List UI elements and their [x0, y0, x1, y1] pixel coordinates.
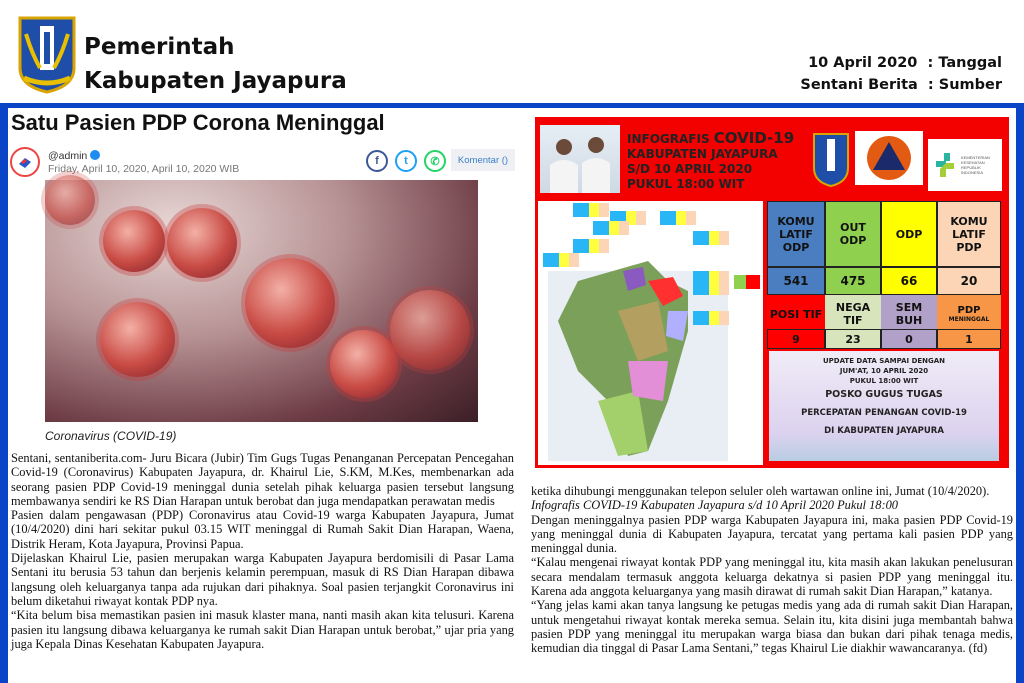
stat-komulatif-pdp-label: KOMU LATIF PDP	[937, 201, 1001, 267]
article-body-left	[11, 451, 514, 651]
whatsapp-share-icon[interactable]: ✆	[424, 150, 446, 172]
site-logo-icon	[17, 154, 33, 170]
virus-particle	[45, 175, 95, 225]
stat-negatif-label: NEGA TIF	[825, 295, 881, 333]
organization-name: Pemerintah Kabupaten Jayapura	[84, 34, 347, 94]
facebook-share-icon[interactable]: f	[366, 150, 388, 172]
stat-pdp-meninggal-value: 1	[937, 329, 1001, 349]
virus-particle	[245, 258, 335, 348]
stat-pdp-meninggal-label: PDP MENINGGAL	[937, 295, 1001, 333]
infographic-caption: Infografis COVID-19 Kabupaten Jayapura s/d 10 April 2020 Pukul 18:00	[531, 498, 898, 513]
stat-odp-label: ODP	[881, 201, 937, 267]
stat-positif-label: POSI TIF	[767, 295, 825, 333]
stat-komulatif-odp-value: 541	[767, 267, 825, 295]
stat-sembuh-value: 0	[881, 329, 937, 349]
verified-icon	[90, 150, 100, 160]
article-image	[45, 180, 478, 422]
author-name[interactable]: @admin	[48, 150, 100, 162]
paragraph: Dijelaskan Khairul Lie, pasien merupakan warga Kabupaten Jayapura berdomisili di Pasar Lama Sentani itu berusia 53 tahun dan berjenis kelamin perempuan, masuk di RS Dian Harapan dibawa langsung oleh keluarganya tanpa ada rujukan dari pihaknya. Soal pasien terjangkit Coronavirus ini belum diketahui riwayat kontak PDP nya.	[11, 551, 514, 608]
paragraph: “Kalau mengenai riwayat kontak PDP yang meninggal itu, kita masih akan lakukan penelusuran secara mendalam termasuk anggota keluarga dekatnya si pasien PDP yang meninggal itu. Karena ada anggota keluarganya yang masih dirawat di rumah sakit Dian Harapan,” katanya.	[531, 555, 1013, 599]
publish-date: Friday, April 10, 2020, April 10, 2020 WIB	[48, 163, 240, 175]
paragraph: “Yang jelas kami akan tanya langsung ke petugas medis yang ada di rumah sakit Dian Harapan, untuk mengetahui riwayat kontak mereka semua. Selain itu, kita disini juga membantah bahwa pasien PDP yang meninggal itu merupakan warga biasa dan bukan dari pihak tenaga medis, kemudian dia tinggal di Pasar Lama Sentani,” tegas Khairul Lie diakhir wawancaranya. (fd)	[531, 598, 1013, 656]
bpbd-logo-icon	[855, 131, 923, 185]
paragraph: Dengan meninggalnya pasien PDP warga Kabupaten Jayapura ini, maka pasien PDP Covid-19 yang meninggal dunia di Kabupaten Jayapura, tercatat yang pertama kali pasien PDP yang meninggal dunia.	[531, 512, 1013, 556]
article-body-right	[531, 484, 1013, 656]
article-title: Satu Pasien PDP Corona Meninggal	[11, 110, 385, 135]
twitter-share-icon[interactable]: t	[395, 150, 417, 172]
stat-out-odp-value: 475	[825, 267, 881, 295]
comment-button[interactable]: Komentar ()	[451, 149, 515, 171]
covid-infographic	[535, 117, 1009, 468]
officials-photo	[540, 125, 620, 193]
regional-map	[538, 201, 763, 465]
virus-particle	[103, 210, 165, 272]
paragraph: Sentani, sentaniberita.com- Juru Bicara (Jubir) Tim Gugs Tugas Penanganan Percepatan Pencegahan Covid-19 (Coronavirus) Kabupaten Jayapura, dr. Khairul Lie, S.KM, M.Kes, membenarkan ada seorang pasien PDP Covid-19 meninggal dunia setelah pihak keluarga pasien tersebut langsung membawanya sendiri ke RS Dian Harapan untuk berobat dan juga mendapatkan perawatan medis	[11, 451, 514, 508]
paragraph: Pasien dalam pengawasan (PDP) Coronavirus atau Covid-19 warga Kabupaten Jayapura, Jumat (10/4/2020) dini hari sekitar pukul 03.15 WIT meninggal di Rumah Sakit Dian Harapan, Waena, Distrik Heram, Kota Jayapura, Provinsi Papua.	[11, 508, 514, 551]
avatar[interactable]	[10, 147, 40, 177]
image-caption: Coronavirus (COVID-19)	[45, 429, 177, 443]
kemenkes-logo: KEMENTERIAN KESEHATAN REPUBLIK INDONESIA	[928, 139, 1002, 191]
jayapura-emblem-icon	[811, 131, 851, 189]
virus-particle	[167, 208, 237, 278]
virus-particle	[390, 290, 470, 370]
stat-positif-value: 9	[767, 329, 825, 349]
stat-sembuh-label: SEM BUH	[881, 295, 937, 333]
stat-negatif-value: 23	[825, 329, 881, 349]
update-notice: UPDATE DATA SAMPAI DENGAN JUM'AT, 10 APRIL 2020 PUKUL 18:00 WIT POSKO GUGUS TUGAS PERCEPATAN PENANGAN COVID-19 DI KABUPATEN JAYAPURA	[769, 351, 999, 461]
paragraph: “Kita belum bisa memastikan pasien ini masuk klaster mana, nanti masih akan kita telusuri. Karena pasien itu langsung dibawa keluarganya ke rumah sakit Dian Harapan untuk berobat,” ujar pria yang juga Kepala Dinas Kesehatan Kabupaten Jayapura.	[11, 608, 514, 651]
stat-komulatif-pdp-value: 20	[937, 267, 1001, 295]
stat-out-odp-label: OUT ODP	[825, 201, 881, 267]
article-meta: 10 April 2020 : Tanggal Sentani Berita : Sumber	[800, 55, 1002, 93]
paragraph: ketika dihubungi menggunakan telepon seluler oleh wartawan online ini, Jumat (10/4/2020).	[531, 484, 990, 498]
virus-particle	[100, 302, 175, 377]
page-header	[0, 0, 1024, 103]
infographic-title: INFOGRAFIS COVID-19 KABUPATEN JAYAPURA S/D 10 APRIL 2020 PUKUL 18:00 WIT	[627, 129, 795, 191]
stat-komulatif-odp-label: KOMU LATIF ODP	[767, 201, 825, 267]
virus-particle	[330, 330, 398, 398]
jayapura-emblem-icon	[16, 14, 78, 94]
stat-odp-value: 66	[881, 267, 937, 295]
